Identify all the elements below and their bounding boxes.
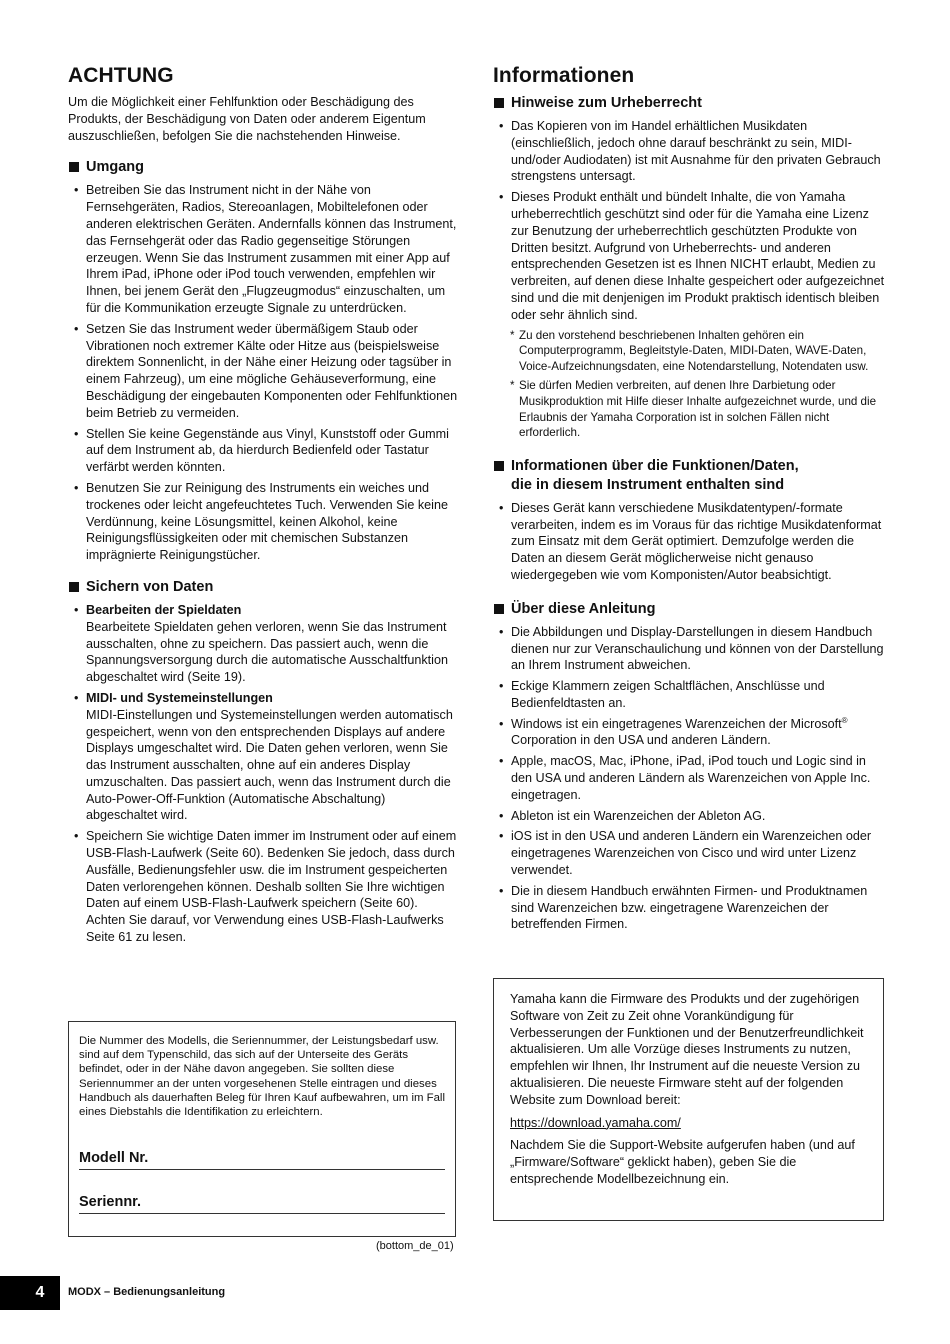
list-item: • Dieses Gerät kann verschiedene Musikdatentypen/-formate verarbeiten, indem es im Voraus für das richtige Musikdatenformat zum Einsatz mit dem Gerät optimiert. Demzufolge werden die Daten an diesem Gerät möglicherweise nicht genauso wiedergegeben wie vom Komponisten/Autor beabsichtigt. xyxy=(499,500,882,582)
square-bullet-icon xyxy=(494,98,504,108)
list-item: • Stellen Sie keine Gegenstände aus Vinyl, Kunststoff oder Gummi auf dem Instrument ab, da hierdurch Bedienfeld oder Tastatur verfärbt werden könnten. xyxy=(74,426,449,475)
download-link[interactable]: https://download.yamaha.com/ xyxy=(510,1115,681,1130)
serial-number-field[interactable]: Seriennr. xyxy=(79,1194,445,1214)
section-anleitung-heading: Über diese Anleitung xyxy=(493,600,885,619)
list-item: • Ableton ist ein Warenzeichen der Ableton AG. xyxy=(499,808,766,823)
list-item: • Setzen Sie das Instrument weder übermäßigem Staub oder Vibrationen noch extremer Kälte oder Hitze aus (beispielsweise direktem Sonnenlicht, in der Nähe einer Heizung oder tagsüber in einem Fahrzeug), um eine mögliche Gehäuseverformung, eine Beschädigung der eingebauten Komponenten oder Fehlfunktionen beim Betrieb zu vermeiden. xyxy=(74,321,458,420)
urheberrecht-list xyxy=(493,118,885,441)
reference-code: (bottom_de_01) xyxy=(376,1240,454,1252)
left-column xyxy=(68,60,458,950)
achtung-title: ACHTUNG xyxy=(68,64,174,87)
serial-number-box xyxy=(68,1021,456,1237)
footer-title: MODX – Bedienungsanleitung xyxy=(68,1286,226,1298)
list-item: • Benutzen Sie zur Reinigung des Instruments ein weiches und trockenes oder leicht angefeuchtetes Tuch. Verwenden Sie keine Verdünnung, keine Lösungsmittel, keinen Alkohol, keine Reinigungsflüssigkeiten oder mit chemischen Substanzen imprägnierte Reinigungstücher. xyxy=(74,480,448,563)
achtung-intro: Um die Möglichkeit einer Fehlfunktion oder Beschädigung des Produkts, der Beschädigung von Daten oder anderem Eigentum auszuschließen, befolgen Sie die nachstehenden Hinweise. xyxy=(68,95,426,143)
list-item: • Bearbeiten der Spieldaten Bearbeitete Spieldaten gehen verloren, wenn Sie das Instrument ausschalten, ohne zu speichern. Das passiert auch, wenn die Spannungsversorgung durch die automatische Ausschaltfunktion abgeschaltet wird (Seite 19). xyxy=(74,602,448,685)
firmware-text: Yamaha kann die Firmware des Produkts und der zugehörigen Software von Zeit zu Zeit ohne Vorankündigung für Verbesserungen der Funktionen und der Benutzerfreundlichkeit aktualisieren. Um alle Vorzüge dieses Instruments zu nutzen, empfehlen wir Ihnen, Ihr Instrument auf die neueste Version zu aktualisieren. Die neueste Firmware steht auf der folgenden Website zum Download bereit: xyxy=(510,992,864,1107)
model-number-field[interactable]: Modell Nr. xyxy=(79,1150,445,1170)
list-item: • Betreiben Sie das Instrument nicht in der Nähe von Fernsehgeräten, Radios, Stereoanlagen, Mobiltelefonen oder anderen elektrischen Geräten. Andernfalls können das Instrument, das Fernsehgerät oder das Radio gegenseitige Störungen erzeugen. Wenn Sie das Instrument zusammen mit einer App auf Ihrem iPad, iPhone oder iPod touch verwenden, empfehlen wir Ihnen, bei jenem Gerät den „Flugzeugmodus“ einzuschalten, um für die Kommunikation erzeugte Signale zu unterdrücken. xyxy=(74,183,457,315)
list-item: • Die Abbildungen und Display-Darstellungen in diesem Handbuch dienen nur zur Veranschaulichung und können von der Darstellung an Ihrem Instrument abweichen. xyxy=(499,624,884,673)
firmware-box xyxy=(493,978,884,1221)
list-item: • Die in diesem Handbuch erwähnten Firmen- und Produktnamen sind Warenzeichen bzw. eingetragene Warenzeichen der betreffenden Firmen. xyxy=(499,883,868,932)
section-funktionen-heading: Informationen über die Funktionen/Daten, die in diesem Instrument enthalten sind xyxy=(493,457,885,495)
sichern-list xyxy=(68,602,458,946)
note-item: * Zu den vorstehend beschriebenen Inhalten gehören ein Computerprogramm, Begleitstyle-Daten, MIDI-Daten, WAVE-Daten, Voice-Aufzeichnungsdaten, eine Notendarstellung, Notendaten usw. xyxy=(510,328,869,373)
square-bullet-icon xyxy=(494,461,504,471)
section-urheberrecht-heading: Hinweise zum Urheberrecht xyxy=(493,94,885,113)
list-item: • Eckige Klammern zeigen Schaltflächen, Anschlüsse und Bedienfeldtasten an. xyxy=(499,679,825,710)
funktionen-list xyxy=(493,500,885,584)
list-item: • iOS ist in den USA und anderen Ländern ein Warenzeichen oder eingetragenes Warenzeichen von Cisco und wird unter Lizenz verwendet. xyxy=(499,829,872,878)
right-column xyxy=(493,60,885,937)
anleitung-list xyxy=(493,624,885,934)
umgang-list xyxy=(68,182,458,564)
square-bullet-icon xyxy=(494,604,504,614)
section-umgang-heading: Umgang xyxy=(68,158,458,177)
list-item: • Apple, macOS, Mac, iPhone, iPad, iPod touch und Logic sind in den USA und anderen Ländern als Warenzeichen von Apple Inc. eingetragen. xyxy=(499,754,871,802)
list-item: • Windows ist ein eingetragenes Warenzeichen der Microsoft® Corporation in den USA und anderen Ländern. xyxy=(499,715,848,748)
square-bullet-icon xyxy=(69,162,79,172)
firmware-text-2: Nachdem Sie die Support-Website aufgerufen haben (und auf „Firmware/Software“ geklickt haben), geben Sie die entsprechende Modellbezeichnung ein. xyxy=(510,1138,855,1186)
serial-box-text: Die Nummer des Modells, die Seriennummer, der Leistungsbedarf usw. sind auf dem Typenschild, das sich auf der Unterseite des Geräts befindet, oder in der Nähe davon angegeben. Sie sollten diese Seriennummer an der unten vorgesehenen Stelle eintragen und dieses Handbuch als dauerhaften Beleg für Ihren Kauf aufbewahren, um im Fall eines Diebstahls die Identifikation zu erleichtern. xyxy=(79,1035,445,1119)
list-item: • Dieses Produkt enthält und bündelt Inhalte, die von Yamaha urheberrechtlich geschützt sind oder für die Yamaha eine Lizenz zur Benutzung der urheberrechtlich geschützten Produkte von Dritten besitzt. Aufgrund von Urheberrechts- und anderen entsprechenden Gesetzen ist es Ihnen NICHT erlaubt, Medien zu verbreiten, auf denen diese Inhalte gespeichert oder aufgezeichnet sind und die mit denjenigen im Produkt praktisch identisch bleiben oder sehr ähnlich sind. xyxy=(499,190,885,322)
section-sichern-heading: Sichern von Daten xyxy=(68,578,458,597)
square-bullet-icon xyxy=(69,582,79,592)
note-item: * Sie dürfen Medien verbreiten, auf denen Ihre Darbietung oder Musikproduktion mit Hilfe dieser Inhalte aufgezeichnet wurde, und die Erlaubnis der Yamaha Corporation ist in solchen Fällen nicht erforderlich. xyxy=(510,379,877,440)
list-item: • Das Kopieren von im Handel erhältlichen Musikdaten (einschließlich, jedoch ohne darauf beschränkt zu sein, MIDI- und/oder Audiodaten) ist mit Ausnahme für den privaten Gebrauch strengstens untersagt. xyxy=(499,119,881,184)
list-item: • Speichern Sie wichtige Daten immer im Instrument oder auf einem USB-Flash-Laufwerk (Seite 60). Bedenken Sie jedoch, dass durch Ausfälle, Bedienungsfehler usw. die im Instrument gespeicherten Daten verlorengehen können. Deshalb sollten Sie Ihre wichtigen Daten auf einem USB-Flash-Laufwerk speichern (Seite 60). Achten Sie darauf, vor Verwendung eines USB-Flash-Laufwerks Seite 61 zu lesen. xyxy=(74,829,457,945)
page-number: 4 xyxy=(0,1276,60,1310)
list-item: • MIDI- und Systemeinstellungen MIDI-Einstellungen und Systemeinstellungen werden automatisch gespeichert, wenn von den entsprechenden Displays auf andere Displays umgeschaltet wird. Die Daten gehen verloren, wenn Sie das Instrument ausschalten, ohne auf ein anderes Display umzuschalten. Das passiert auch, wenn das Instrument durch die Auto-Power-Off-Funktion (Automatische Abschaltung) abgeschaltet wird. xyxy=(74,690,453,823)
informationen-title: Informationen xyxy=(493,64,635,87)
